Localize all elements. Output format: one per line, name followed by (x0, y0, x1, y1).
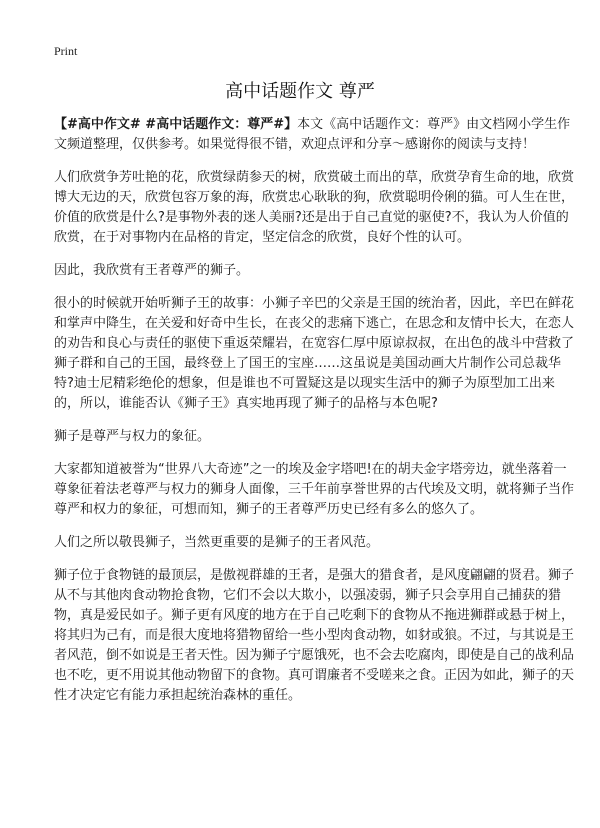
article-tags: 【#高中作文# #高中话题作文：尊严#】 (54, 117, 298, 132)
print-link[interactable]: Print (54, 44, 78, 58)
paragraph-5: 大家都知道被誉为“世界八大奇迹”之一的埃及金字塔吧!在的胡夫金字塔旁边，就坐落着一尊象征着法老尊严与权力的狮身人面像，三千年前享誉世界的古代埃及文明，就将狮子当作尊严和权力的象征，可想而知，狮子的王者尊严历史已经有多么的悠久了。 (54, 462, 575, 517)
article-body (54, 115, 574, 719)
paragraph-4: 狮子是尊严与权力的象征。 (54, 429, 211, 444)
paragraph-3: 很小的时候就开始听狮子王的故事：小狮子辛巴的父亲是王国的统治者，因此，辛巴在鲜花和掌声中降生，在关爱和好奇中生长，在丧父的悲痛下逃亡，在思念和友情中长大，在恋人的劝告和良心与责任的驱使下重返荣耀岩，在宽容仁厚中原谅叔叔，在出色的战斗中营救了狮子群和自己的王国，最终登上了国王的宝座……这虽说是美国动画大片制作公司总裁华特?迪士尼精彩绝伦的想象，但是谁也不可置疑这是以现实生活中的狮子为原型加工出来的，所以，谁能否认《狮子王》真实地再现了狮子的品格与本色呢? (54, 296, 575, 411)
paragraph-6: 人们之所以敬畏狮子，当然更重要的是狮子的王者风范。 (54, 535, 380, 550)
intro-paragraph (54, 115, 574, 155)
paragraph-2: 因此，我欣赏有王者尊严的狮子。 (54, 263, 250, 278)
paragraph-7: 狮子位于食物链的最顶层，是傲视群雄的王者，是强大的猎食者，是风度翩翩的贤君。狮子从不与其他肉食动物抢食物，它们不会以大欺小，以强凌弱，狮子只会享用自己捕获的猎物，真是爱民如子。狮子更有风度的地方在于自己吃剩下的食物从不拖进狮群或悬于树上，将其归为己有，而是很大度地将猎物留给一些小型肉食动物，如豺或狼。不过，与其说是王者风范，倒不如说是王者天性。因为狮子宁愿饿死，也不会去吃腐肉，即使是自己的战利品也不吃，更不用说其他动物留下的食物。真可谓廉者不受嗟来之食。正因为如此，狮子的天性才决定它有能力承担起统治森林的重任。 (54, 568, 575, 703)
intro-text: 本文《高中话题作文：尊严》由文档网小学生作文频道整理，仅供参考。如果觉得很不错，欢迎点评和分享～感谢你的阅读与支持！ (54, 117, 571, 152)
page-title: 高中话题作文 尊严 (225, 81, 375, 102)
paragraph-1: 人们欣赏争芳吐艳的花，欣赏绿荫参天的树，欣赏破土而出的草，欣赏孕育生命的地，欣赏博大无边的天，欣赏包容万象的海，欣赏忠心耿耿的狗，欣赏聪明伶俐的猫。可人生在世，价值的欣赏是什么?是事物外表的迷人美丽?还是出于自己直觉的驱使?不，我认为人价值的欣赏，在于对事物内在品格的肯定，坚定信念的欣赏，良好个性的认可。 (54, 170, 575, 245)
